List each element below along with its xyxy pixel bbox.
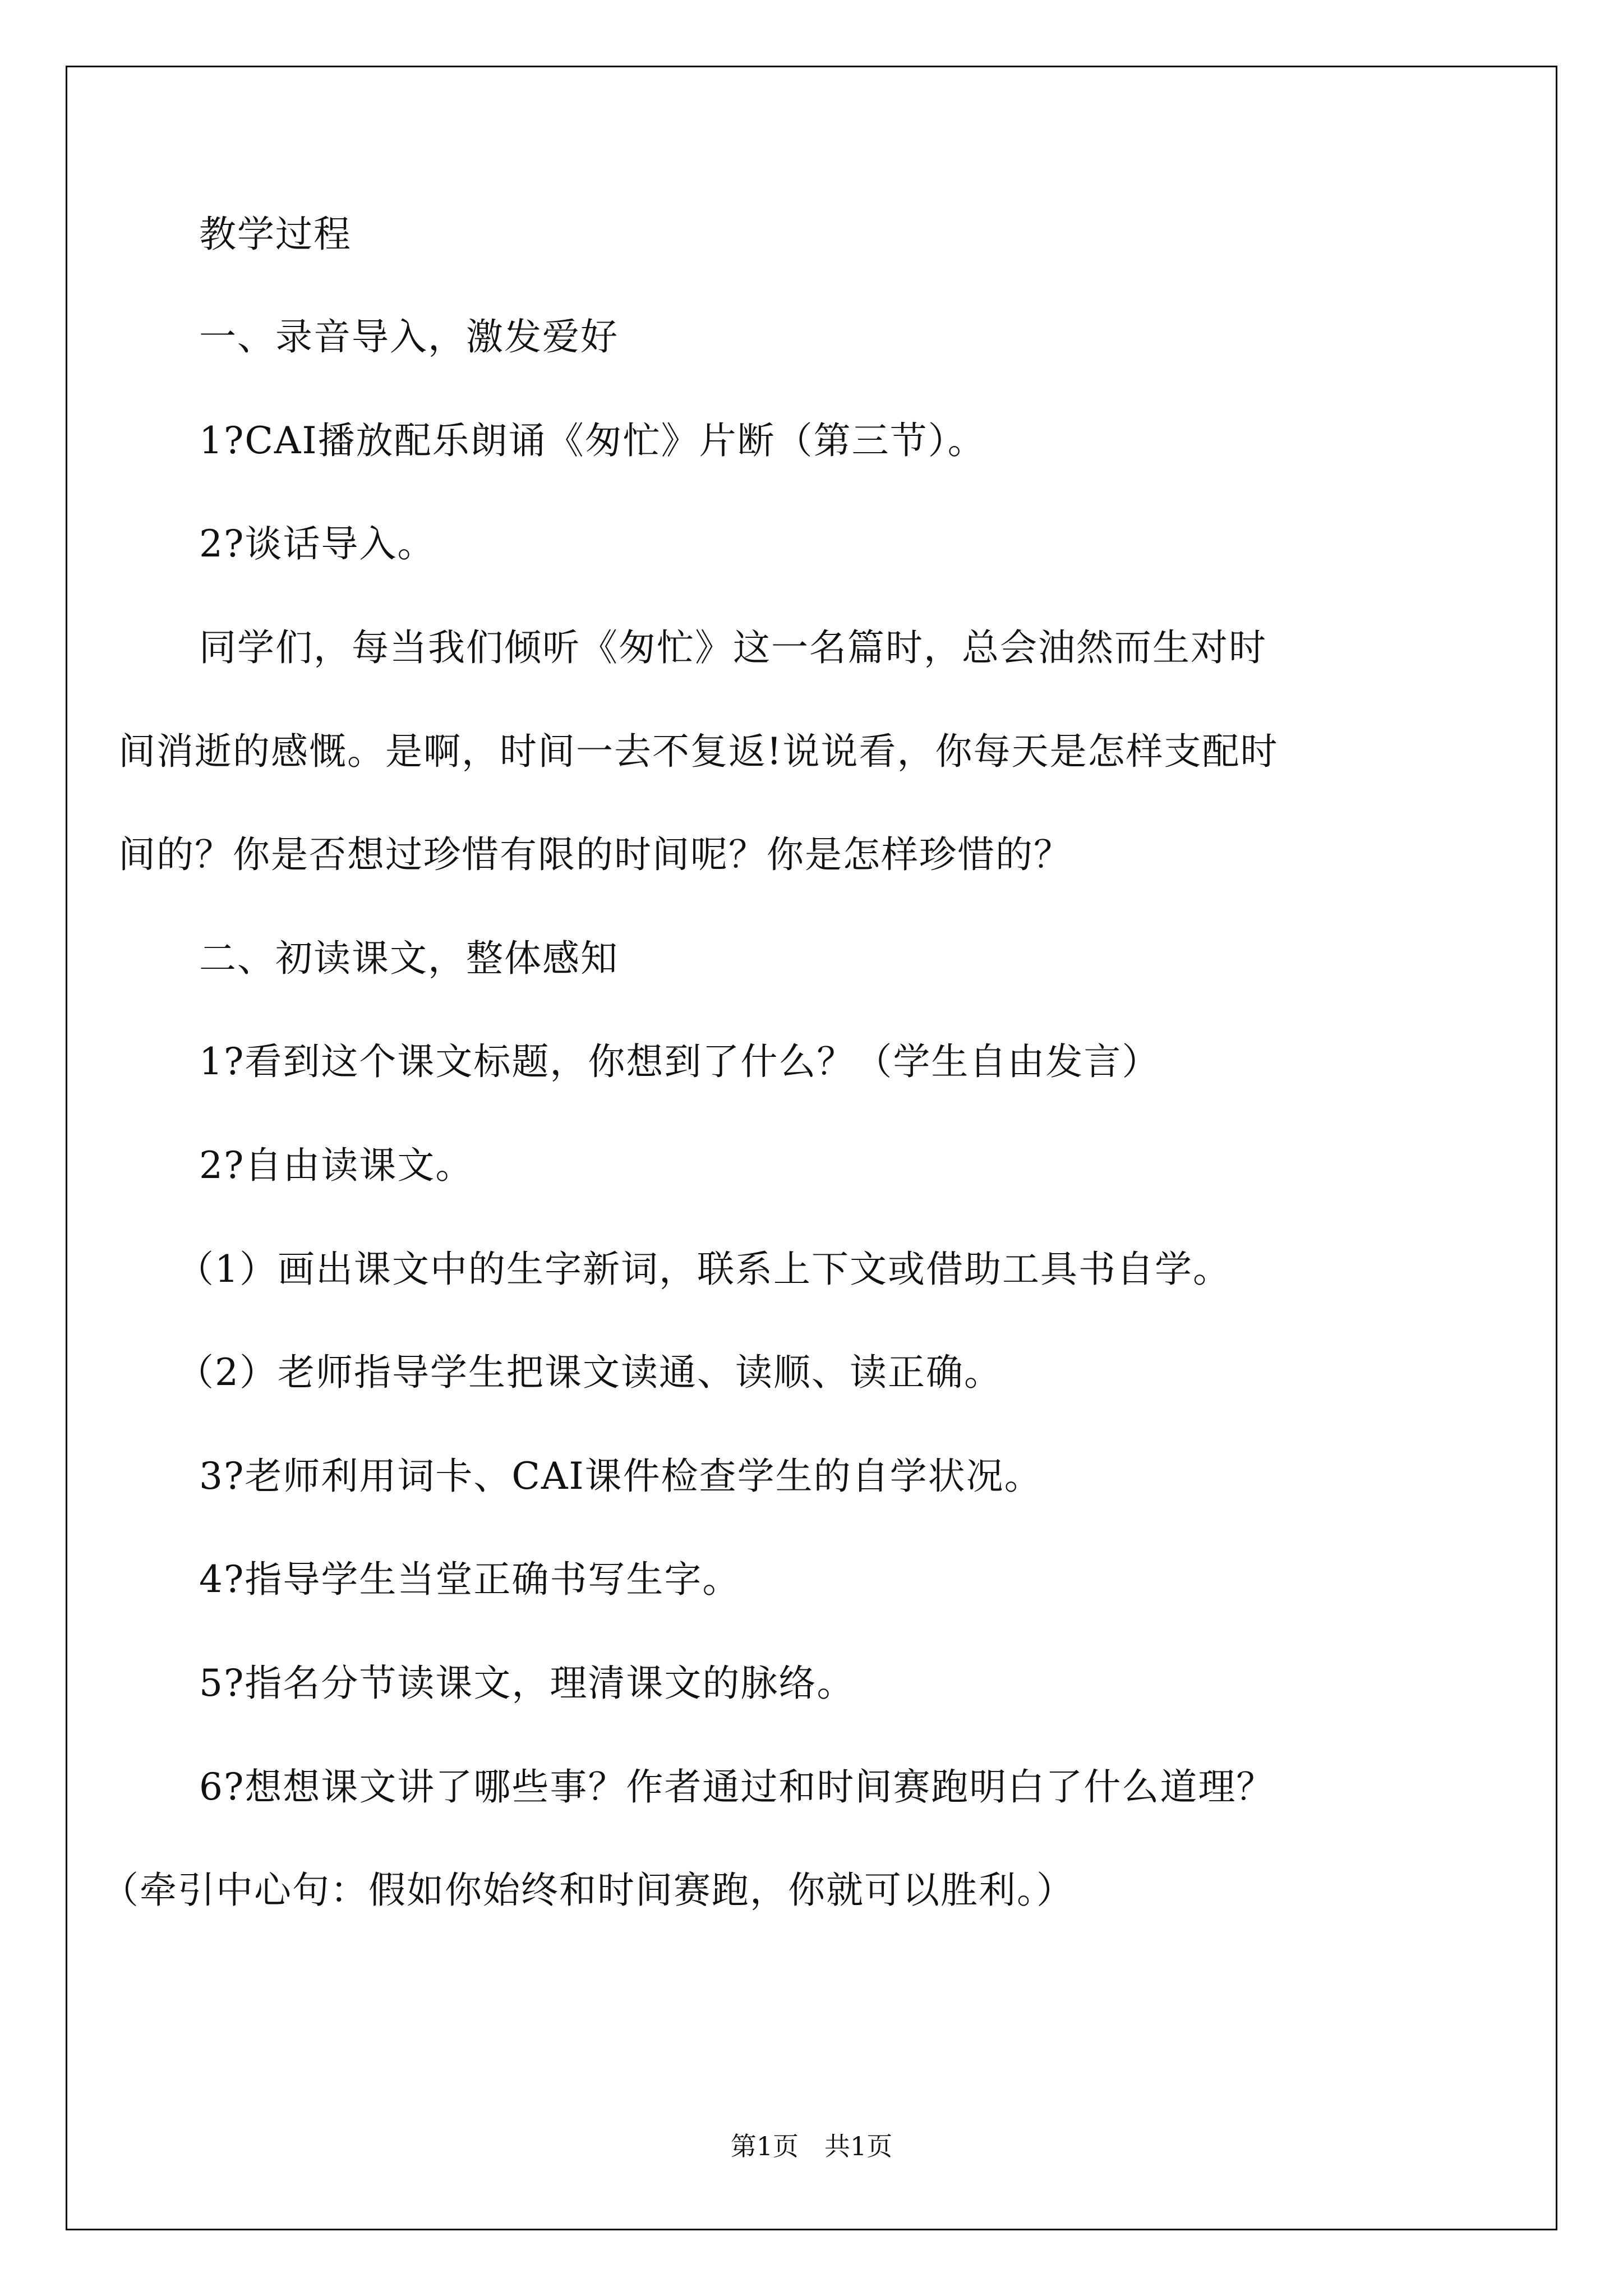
sub-list-item: （2）老师指导学生把课文读通、读顺、读正确。 <box>177 1351 1002 1394</box>
paragraph-line: 间的？你是否想过珍惜有限的时间呢？你是怎样珍惜的？ <box>118 833 1072 876</box>
list-item: 3?老师利用词卡、CAI课件检查学生的自学状况。 <box>199 1455 1043 1498</box>
list-item: 1?CAI播放配乐朗诵《匆忙》片断（第三节）。 <box>199 419 986 462</box>
paragraph-line: 间消逝的感慨。是啊，时间一去不复返!说说看，你每天是怎样支配时 <box>118 730 1279 773</box>
section-heading-1: 一、录音导入，激发爱好 <box>199 315 619 358</box>
list-item: 5?指名分节读课文，理清课文的脉络。 <box>199 1662 855 1705</box>
list-item: 6?想想课文讲了哪些事？作者通过和时间赛跑明白了什么道理？ <box>199 1765 1275 1809</box>
list-item: 4?指导学生当堂正确书写生字。 <box>199 1558 741 1601</box>
paragraph-line: （牵引中心句：假如你始终和时间赛跑，你就可以胜利。） <box>102 1869 1075 1912</box>
list-item: 2?谈话导入。 <box>199 522 436 565</box>
sub-list-item: （1）画出课文中的生字新词，联系上下文或借助工具书自学。 <box>177 1248 1231 1291</box>
list-item: 1?看到这个课文标题，你想到了什么？（学生自由发言） <box>199 1040 1160 1083</box>
section-heading-process: 教学过程 <box>199 213 352 256</box>
list-item: 2?自由读课文。 <box>199 1144 474 1187</box>
section-heading-2: 二、初读课文，整体感知 <box>199 937 619 980</box>
paragraph-line: 同学们，每当我们倾听《匆忙》这一名篇时，总会油然而生对时 <box>199 626 1267 669</box>
page-footer: 第1页 共1页 <box>730 2131 893 2161</box>
